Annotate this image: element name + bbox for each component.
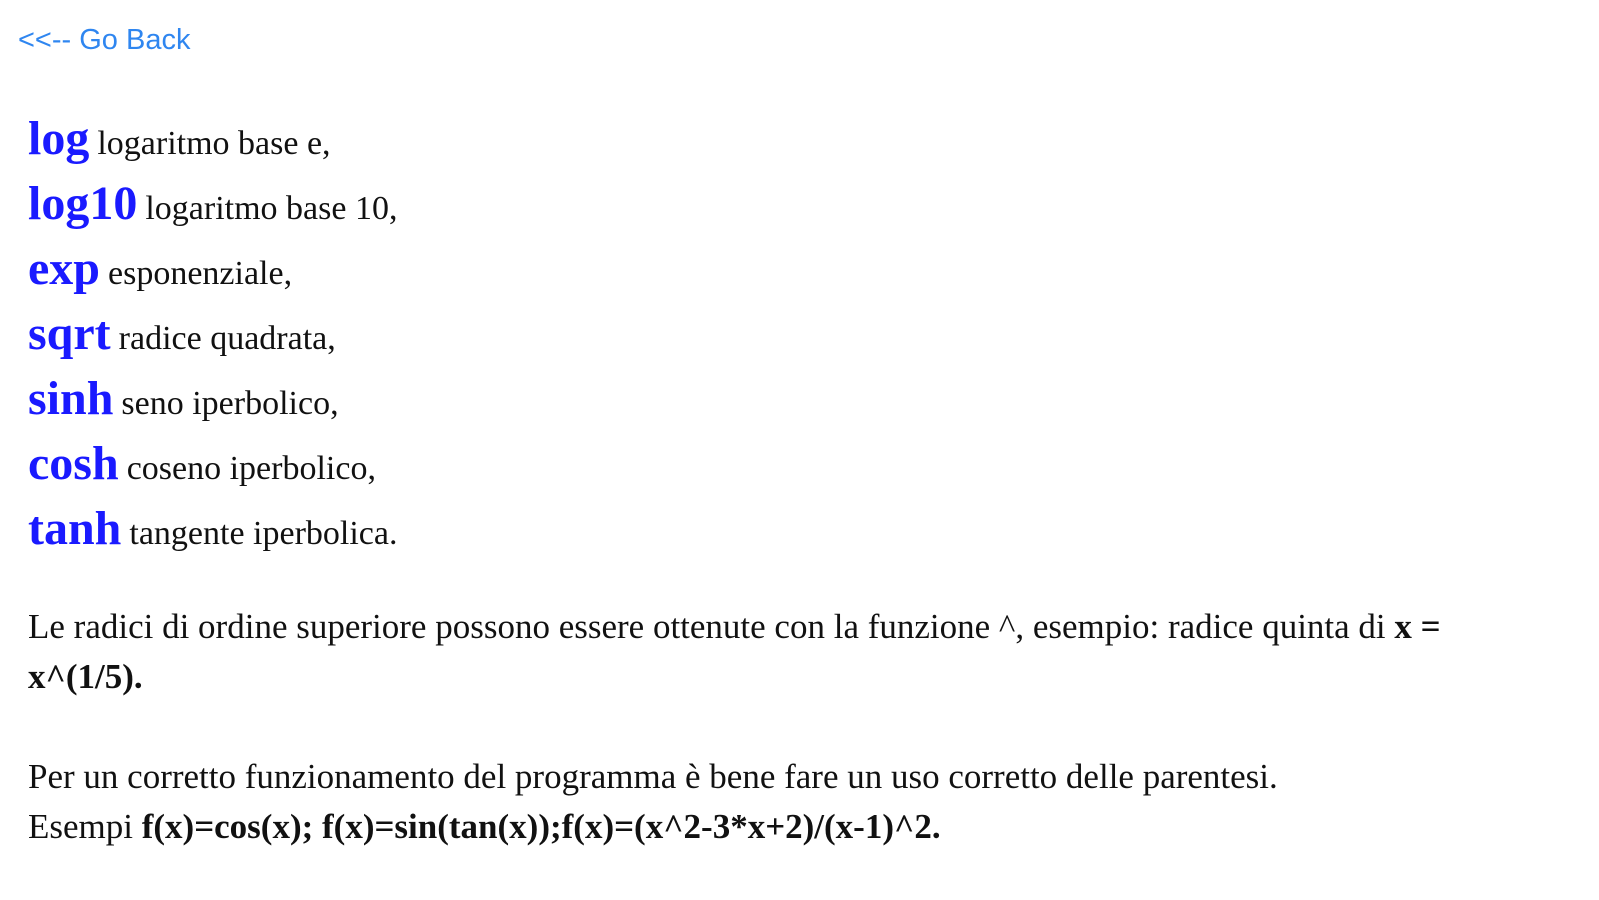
function-item-tanh: [28, 496, 397, 561]
function-name: tanh: [28, 502, 122, 555]
function-description: logaritmo base e,: [97, 125, 331, 162]
roots-note: [28, 602, 1528, 702]
function-item-log: [28, 106, 397, 171]
examples-formulas: f(x)=cos(x); f(x)=sin(tan(x));f(x)=(x^2-3*x+2)/(x-1)^2.: [141, 807, 941, 846]
function-description: seno iperbolico,: [121, 385, 339, 422]
function-item-sinh: [28, 366, 397, 431]
roots-note-text: Le radici di ordine superiore possono essere ottenute con la funzione ^, esempio: radice quinta di: [28, 607, 1395, 646]
parentheses-note-text: Per un corretto funzionamento del programma è bene fare un uso corretto delle parentesi.: [28, 757, 1278, 796]
function-name: log10: [28, 177, 138, 230]
function-description: logaritmo base 10,: [145, 190, 398, 227]
function-item-log10: [28, 171, 397, 236]
function-item-cosh: [28, 431, 397, 496]
function-description: esponenziale,: [108, 255, 293, 292]
function-name: sinh: [28, 372, 114, 425]
function-description: tangente iperbolica.: [129, 515, 398, 552]
examples-label: Esempi: [28, 807, 142, 846]
function-list: [28, 106, 397, 561]
function-description: coseno iperbolico,: [126, 450, 376, 487]
function-name: cosh: [28, 437, 119, 490]
function-name: exp: [28, 242, 100, 295]
go-back-link[interactable]: <<-- Go Back: [18, 24, 191, 56]
function-name: sqrt: [28, 307, 111, 360]
function-item-sqrt: [28, 301, 397, 366]
function-name: log: [28, 112, 90, 165]
function-description: radice quadrata,: [118, 320, 336, 357]
parentheses-note: [28, 752, 1528, 852]
roots-example: x = x^(1/5).: [28, 607, 1441, 696]
function-item-exp: [28, 236, 397, 301]
